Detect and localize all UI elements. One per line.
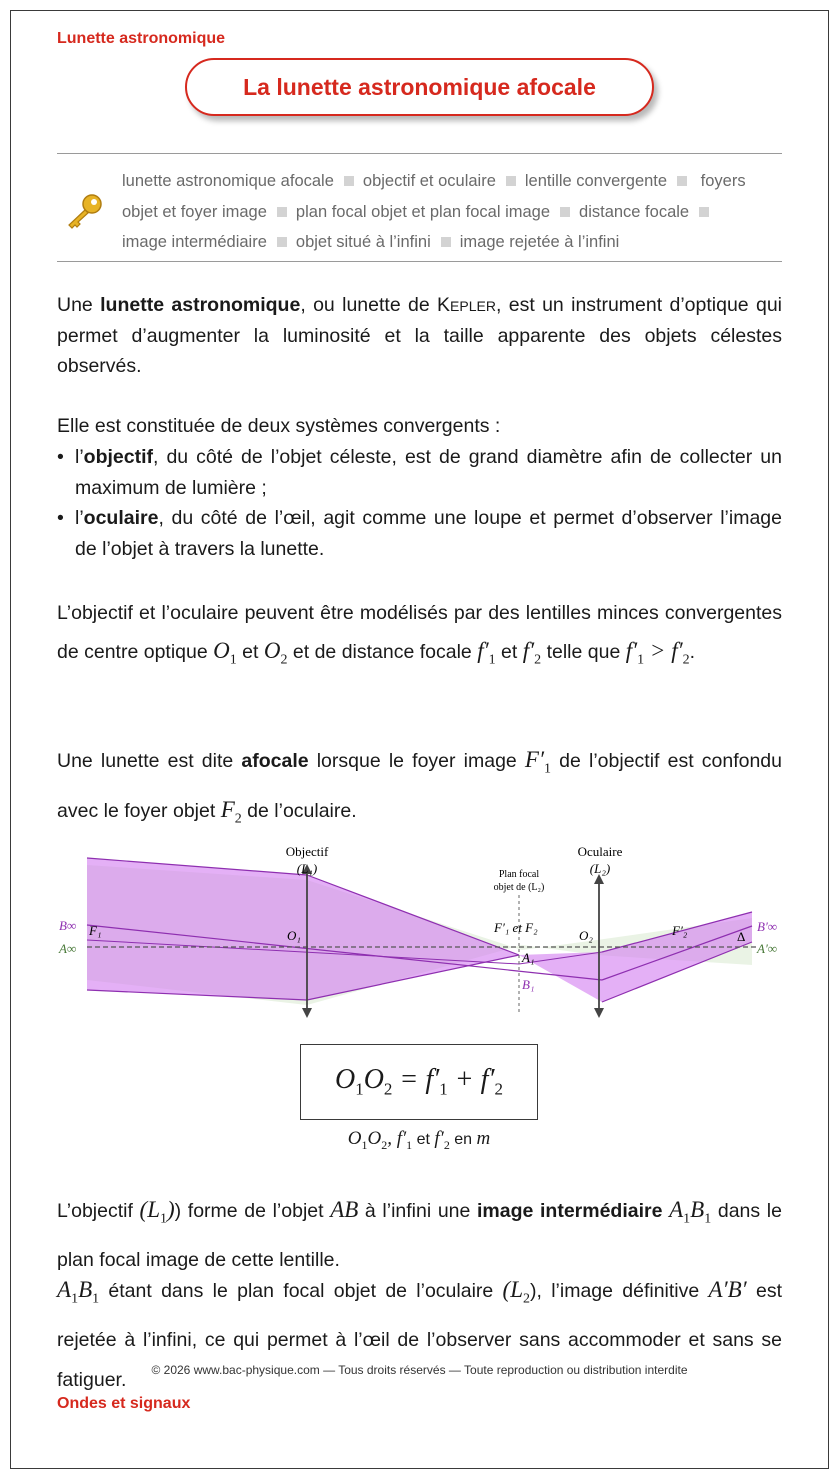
diagram-label: A₁ (522, 950, 535, 965)
formula-caption: $O_1O_2$, $f'_1$ et $f'_2$ en m (347, 1128, 491, 1152)
symbol-ApBp: A′B′ (708, 1277, 747, 1302)
separator-square (506, 176, 516, 186)
inequality: $f'_1 > f'_2$ (625, 638, 690, 668)
symbol-A1B1: $A_1B_1$ (57, 1277, 100, 1307)
keyword-item: lunette astronomique afocale (122, 172, 334, 190)
diagram-label: O₁ (287, 928, 301, 943)
symbol-O2: $O_2$ (263, 638, 288, 668)
kepler-name: Kepler (437, 294, 496, 316)
conclusion-paragraph-2: $A_1B_1$ étant dans le plan focal objet de l’oculaire $(L_2)$, l’image définitive A′B′ est rejetée à l’infini, ce qui permet à l’œil de l’observer sans accommoder et sans se fatiguer. (57, 1277, 783, 1391)
formula: $O_1O_2 = f'_1 + f'_2$ (334, 1064, 504, 1099)
list-item: • l’objectif, du côté de l’objet céleste, est de grand diamètre afin de collecter un maximum de lumière ; (57, 446, 782, 499)
term-lunette: lunette astronomique (100, 294, 301, 316)
term-oculaire: oculaire (83, 507, 159, 529)
symbol-F2: $F_2$ (220, 796, 242, 827)
diagram-label: objet de (L₂) (493, 882, 545, 893)
page-title-text: La lunette astronomique afocale (243, 73, 596, 100)
keyword-item: objet situé à l’infini (295, 233, 431, 251)
footer-section-label: Ondes et signaux (57, 1395, 191, 1412)
symbol-L2: ($L_2$ (502, 1277, 530, 1307)
diagram-label: Objectif (285, 844, 329, 859)
symbol-AB: AB (330, 1197, 359, 1222)
separator-square (277, 207, 287, 217)
afocal-paragraph: Une lunette est dite afocale lorsque le foyer image $F'_1$ de l’objectif est confondu avec le foyer objet $F_2$ de l’oculaire. (57, 747, 782, 827)
term-objectif: objectif (83, 446, 154, 468)
section-label: Lunette astronomique (57, 30, 226, 47)
separator-square (699, 207, 709, 217)
composition-lead: Elle est constituée de deux systèmes convergents : (57, 415, 501, 437)
separator-square (344, 176, 354, 186)
diagram-label: (L₁) (296, 861, 318, 876)
diagram-label: B′∞ (757, 919, 778, 934)
symbol-O1: $O_1$ (213, 638, 237, 668)
key-icon (63, 192, 105, 232)
keywords-list (122, 166, 762, 258)
diagram-label: A′∞ (757, 941, 778, 956)
lens-arrow (302, 1008, 312, 1018)
keyword-item: image rejetée à l’infini (459, 233, 620, 251)
term-image-intermediaire: image intermédiaire (477, 1200, 663, 1222)
separator-square (277, 237, 287, 247)
symbol-L1: $(L_1)$ (139, 1197, 175, 1227)
keyword-item: foyers objet et foyer image (122, 172, 746, 221)
diagram-label: A∞ (59, 941, 77, 956)
diagram-label: (L₂) (589, 861, 611, 876)
diagram-label: O₂ (579, 928, 593, 943)
keyword-item: objectif et oculaire (362, 172, 496, 190)
copyright: © 2026 www.bac-physique.com — Tous droits réservés — Toute reproduction ou distribution interdite (151, 1363, 688, 1377)
conclusion-paragraph-1: L’objectif $(L_1)$) forme de l’objet AB à l’infini une image intermédiaire $A_1B_1$ dans le plan focal image de cette lentille. (57, 1197, 782, 1271)
keywords-box (57, 153, 782, 262)
diagram-label: B₁ (522, 977, 535, 992)
separator-square (560, 207, 570, 217)
keyword-item: lentille convergente (524, 172, 668, 190)
diagram-label: Δ (737, 929, 746, 944)
separator-square (441, 237, 451, 247)
afocal-diagram (57, 840, 782, 1020)
lens-arrow (594, 1008, 604, 1018)
keyword-item: plan focal objet et plan focal image (295, 202, 551, 221)
composition-list (57, 442, 782, 564)
diagram-label: F′₁ et F₂ (494, 920, 538, 935)
keyword-item: image intermédiaire (122, 233, 267, 251)
diagram-label: Plan focal (498, 869, 540, 880)
keyword-item: distance focale (579, 202, 690, 221)
diagram-label: B∞ (59, 918, 77, 933)
page-title (185, 58, 654, 116)
diagram-label: Oculaire (577, 844, 623, 859)
symbol-f2: $f'_2$ (522, 638, 542, 668)
modeling-paragraph: L’objectif et l’oculaire peuvent être modélisés par des lentilles minces convergentes de centre optique $O_1$ et $O_2$ et de distance focale $f'_1$ et $f'_2$ telle que $f'_1 > f'_2$. (57, 602, 782, 668)
formula-box (300, 1044, 538, 1120)
diagram-label: F₁ (89, 923, 102, 938)
symbol-A1B1: $A_1B_1$ (669, 1197, 712, 1227)
separator-square (677, 176, 687, 186)
intro-paragraph: Une lunette astronomique, ou lunette de Kepler, est un instrument d’optique qui permet d’augmenter la luminosité et la taille apparente des objets célestes observés. (57, 294, 782, 377)
symbol-F1prime: $F'_1$ (524, 747, 552, 777)
symbol-f1: $f'_1$ (477, 638, 496, 668)
term-afocale: afocale (241, 750, 309, 772)
diagram-label: F′₂ (672, 923, 688, 938)
list-item: • l’oculaire, du côté de l’œil, agit comme une loupe et permet d’observer l’image de l’objet à travers la lunette. (57, 507, 782, 560)
